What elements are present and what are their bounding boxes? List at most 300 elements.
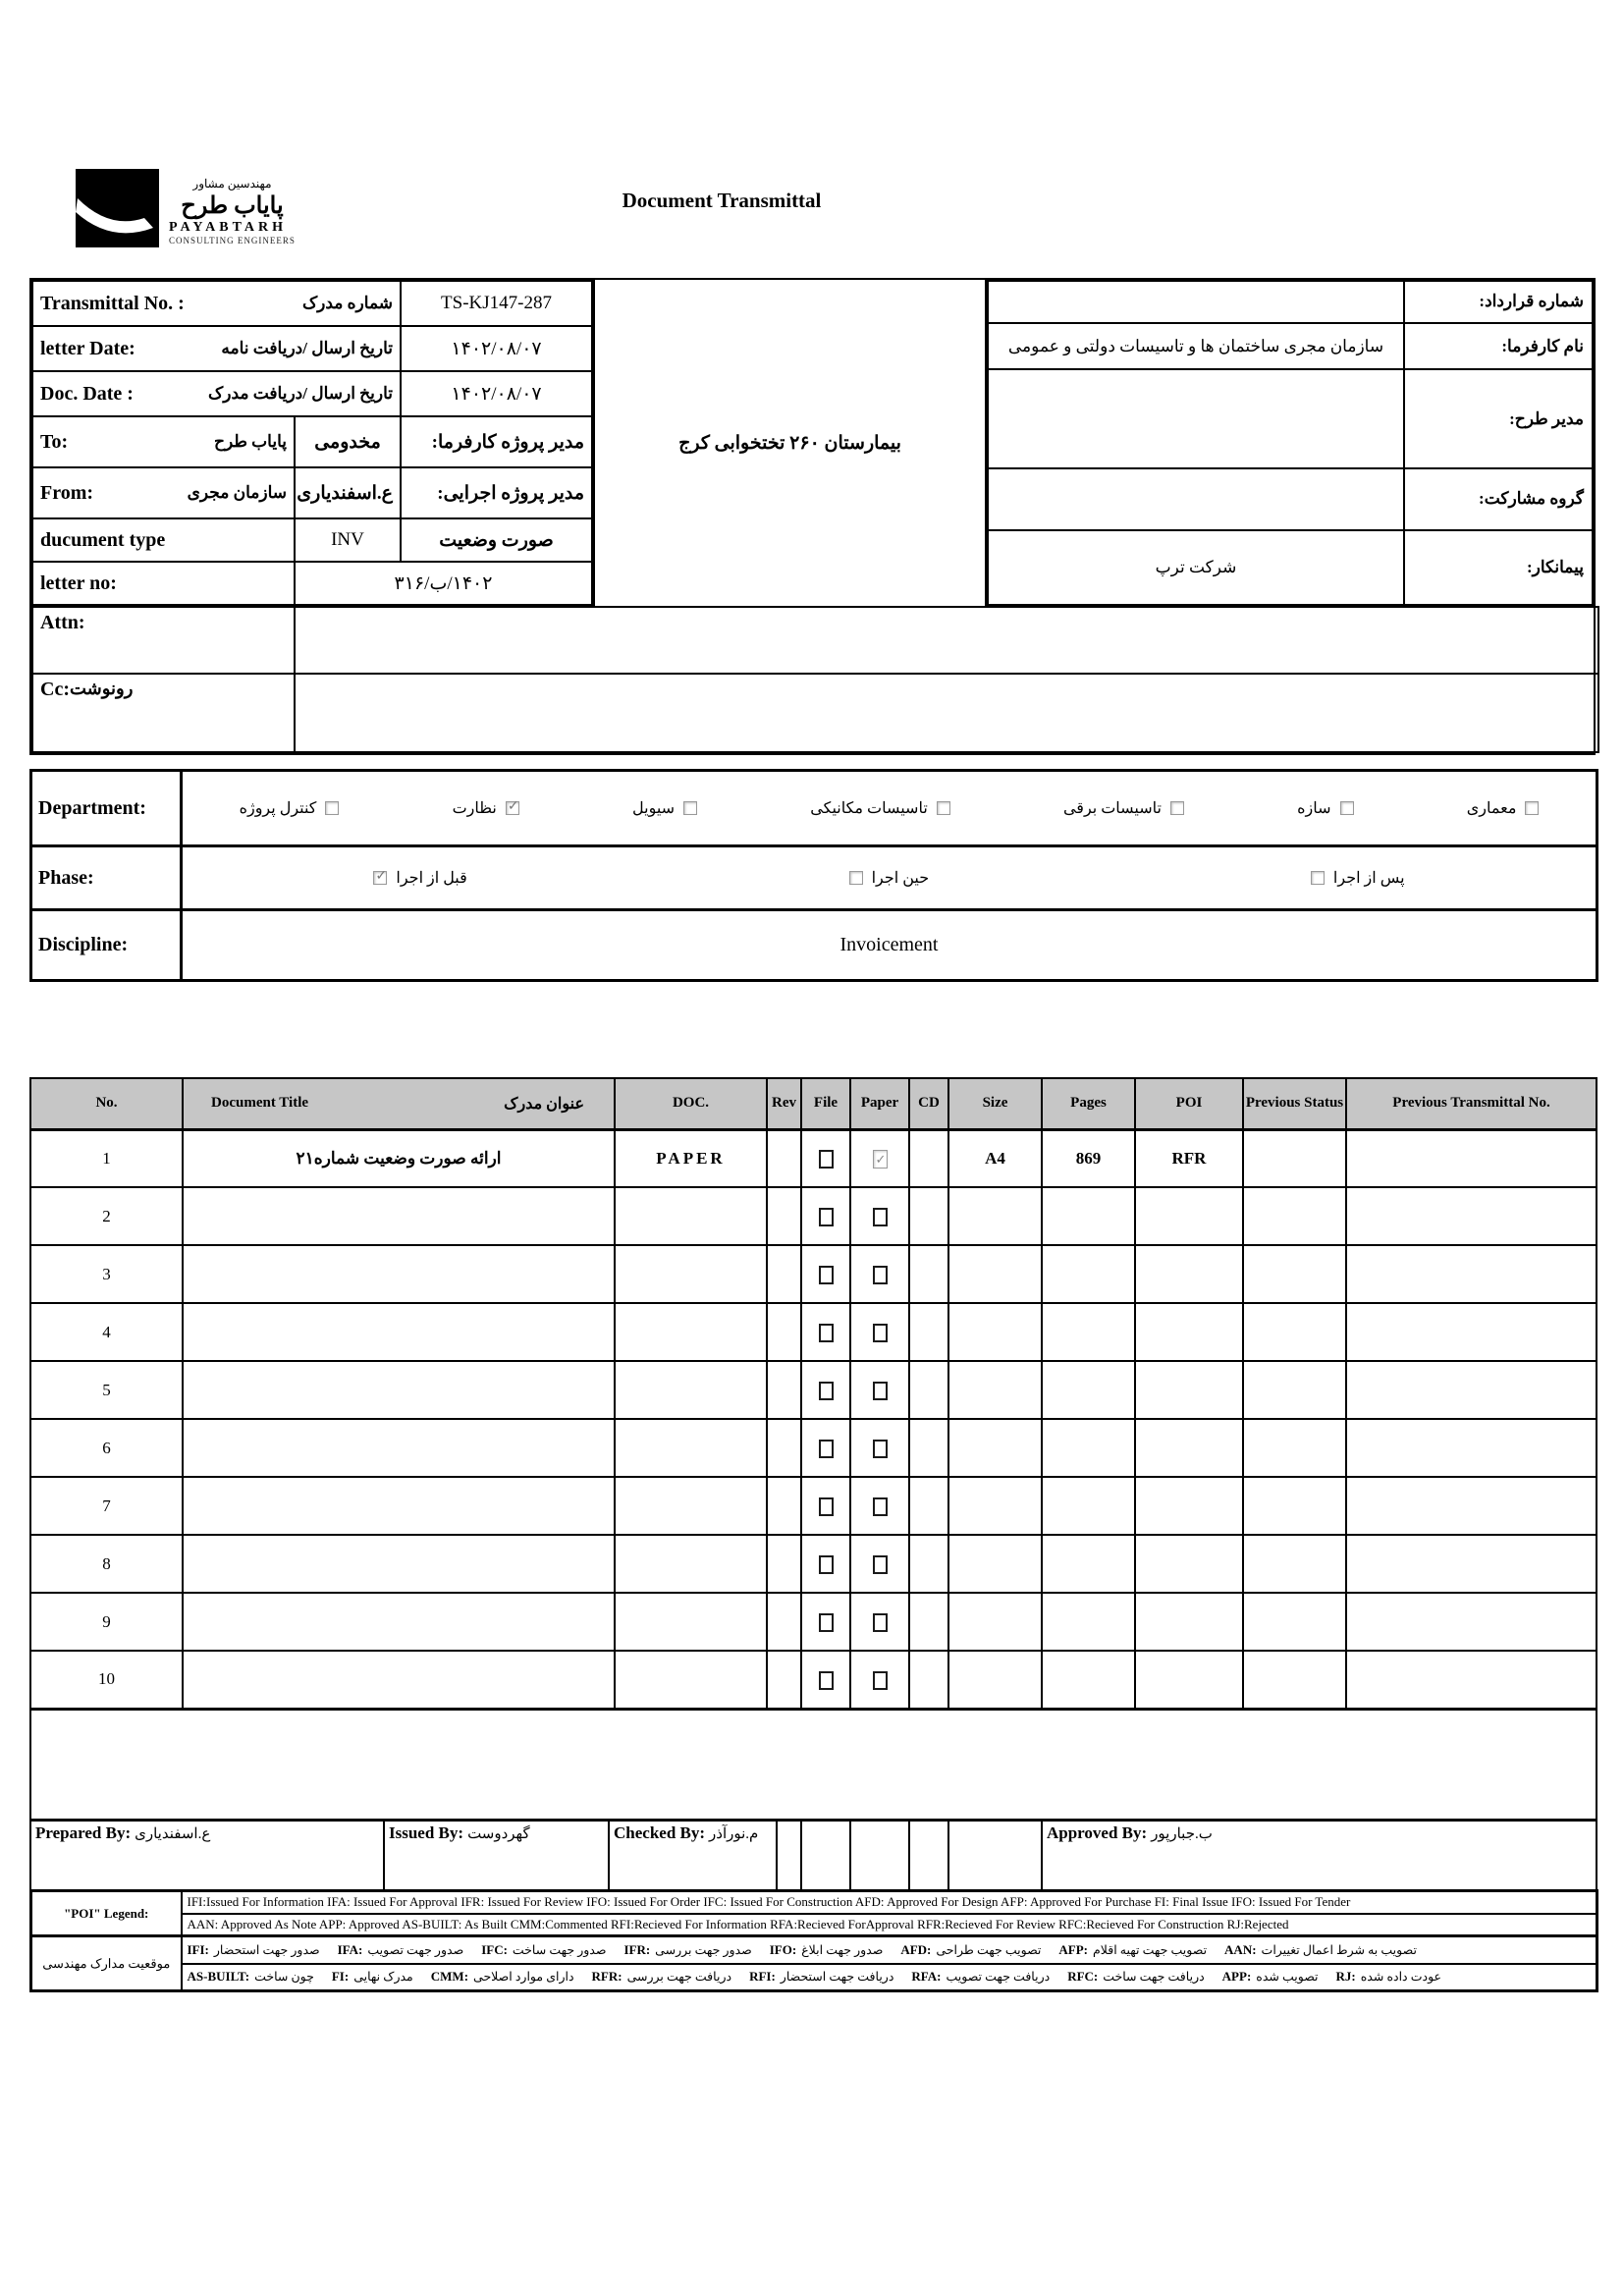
document-list-table (29, 1077, 1597, 1821)
size-cell (948, 1651, 1042, 1709)
col-title: Document Title عنوان مدرک (183, 1078, 615, 1129)
department-checkbox[interactable] (1340, 801, 1354, 815)
document-title-cell (183, 1419, 615, 1477)
row-number: 1 (30, 1129, 183, 1187)
paper-checkbox[interactable] (873, 1497, 888, 1516)
page-title: Document Transmittal (622, 189, 822, 212)
contractor-value: شرکت ترپ (988, 530, 1404, 605)
department-checkbox[interactable] (937, 801, 950, 815)
document-title-cell (183, 1535, 615, 1593)
cd-cell (909, 1535, 948, 1593)
doc-cell (615, 1303, 767, 1361)
file-checkbox[interactable] (819, 1440, 834, 1458)
phase-option (373, 868, 466, 888)
poi-legend-line1: IFI:Issued For Information IFA: Issued For Approval IFR: Issued For Review IFO: Issued For Order IFC: Issued For Construction AFD: Approved For Design AFP: Approved For Purchase FI: Final Issue IFO: Issued For Tender (182, 1891, 1597, 1914)
department-option (1063, 798, 1184, 818)
client-name-value: سازمان مجری ساختمان ها و تاسیسات دولتی و عمومی (988, 323, 1404, 370)
row-number: 2 (30, 1187, 183, 1245)
paper-checkbox[interactable] (873, 1150, 888, 1169)
poi-code: RFI: (749, 1969, 776, 1985)
paper-cell (850, 1651, 909, 1709)
phase-option-label: قبل از اجرا (396, 870, 467, 887)
letter-no-value: ۱۴۰۲/ب/۳۱۶ (295, 562, 592, 605)
department-option (1467, 798, 1540, 818)
phase-checkbox[interactable] (1311, 871, 1325, 885)
table-row (30, 1477, 1597, 1535)
poi-legend-entry (1067, 1969, 1204, 1985)
rev-cell (767, 1593, 801, 1651)
row-number: 5 (30, 1361, 183, 1419)
poi-legend-entry (338, 1942, 464, 1958)
prev-transmittal-cell (1346, 1187, 1597, 1245)
poi-legend-entry (188, 1969, 314, 1985)
poi-legend-fa-line1 (188, 1942, 1592, 1958)
pages-cell (1042, 1593, 1135, 1651)
file-checkbox[interactable] (819, 1497, 834, 1516)
department-option (453, 798, 519, 818)
poi-cell (1135, 1593, 1243, 1651)
rev-cell (767, 1535, 801, 1593)
doc-cell (615, 1535, 767, 1593)
file-cell (801, 1303, 850, 1361)
col-prev-transmittal: Previous Transmittal No. (1346, 1078, 1597, 1129)
prev-status-cell (1243, 1477, 1346, 1535)
prev-status-cell (1243, 1245, 1346, 1303)
department-option-label: تاسیسات مکانیکی (810, 800, 928, 817)
cd-cell (909, 1651, 948, 1709)
department-options (183, 798, 1596, 818)
logo-fa-title: پایاب طرح (181, 193, 284, 219)
contractor-label: پیمانکار: (1404, 530, 1593, 605)
col-prev-status: Previous Status (1243, 1078, 1346, 1129)
paper-checkbox[interactable] (873, 1671, 888, 1690)
discipline-value: Invoicement (182, 910, 1597, 981)
poi-legend-entry (1058, 1942, 1207, 1958)
poi-description: دریافت جهت بررسی (626, 1970, 732, 1985)
poi-legend-entry (592, 1969, 732, 1985)
department-option-label: سیویل (632, 800, 676, 817)
poi-code: IFC: (481, 1941, 508, 1957)
doc-cell (615, 1477, 767, 1535)
poi-code: IFA: (337, 1941, 363, 1957)
doc-cell (615, 1361, 767, 1419)
client-name-label: نام کارفرما: (1404, 323, 1593, 370)
poi-description: صدور جهت تصویب (367, 1942, 464, 1957)
logo-fa-subtitle: مهندسین مشاور (192, 177, 272, 190)
pages-cell (1042, 1361, 1135, 1419)
prev-transmittal-cell (1346, 1245, 1597, 1303)
row-number: 8 (30, 1535, 183, 1593)
row-number: 7 (30, 1477, 183, 1535)
department-option-label: کنترل پروژه (239, 800, 317, 817)
rev-cell (767, 1651, 801, 1709)
size-cell (948, 1593, 1042, 1651)
prev-status-cell (1243, 1361, 1346, 1419)
phase-checkbox[interactable] (373, 871, 387, 885)
design-manager-value (988, 369, 1404, 467)
file-cell (801, 1477, 850, 1535)
table-header-row (30, 1078, 1597, 1129)
poi-code: IFI: (187, 1941, 209, 1957)
pages-cell: 869 (1042, 1129, 1135, 1187)
poi-description: عودت داده شده (1360, 1970, 1441, 1985)
document-title-cell (183, 1593, 615, 1651)
col-pages: Pages (1042, 1078, 1135, 1129)
document-title-cell (183, 1361, 615, 1419)
paper-cell (850, 1303, 909, 1361)
from-field: From: سازمان مجری (40, 481, 287, 504)
file-checkbox[interactable] (819, 1266, 834, 1284)
row-number: 6 (30, 1419, 183, 1477)
paper-checkbox[interactable] (873, 1266, 888, 1284)
file-cell (801, 1245, 850, 1303)
table-row (30, 1361, 1597, 1419)
discipline-label: Discipline: (31, 910, 182, 981)
poi-description: دارای موارد اصلاحی (473, 1970, 574, 1985)
poi-code: APP: (1221, 1969, 1252, 1985)
paper-checkbox[interactable] (873, 1613, 888, 1632)
prev-status-cell (1243, 1535, 1346, 1593)
department-checkbox[interactable] (506, 801, 519, 815)
client-pm-label: مدیر پروژه کارفرما: (401, 416, 592, 467)
table-row (30, 1245, 1597, 1303)
phase-option-label: حین اجرا (871, 870, 930, 887)
poi-description: دریافت جهت تصویب (946, 1970, 1051, 1985)
rev-cell (767, 1419, 801, 1477)
document-title-cell (183, 1651, 615, 1709)
table-row (30, 1535, 1597, 1593)
file-checkbox[interactable] (819, 1382, 834, 1400)
cc-value (295, 674, 1598, 752)
file-checkbox[interactable] (819, 1671, 834, 1690)
prev-transmittal-cell (1346, 1477, 1597, 1535)
department-option-label: سازه (1297, 800, 1331, 817)
doc-type-label: ducument type (40, 528, 166, 551)
rev-cell (767, 1129, 801, 1187)
file-cell (801, 1361, 850, 1419)
department-option-label: معماری (1466, 800, 1517, 817)
cc-label: Cc: رونوشت (40, 679, 134, 700)
transmittal-no-label: Transmittal No. : شماره مدرک (40, 292, 394, 314)
poi-legend-entry (481, 1942, 606, 1958)
cd-cell (909, 1187, 948, 1245)
file-checkbox[interactable] (819, 1208, 834, 1226)
executive-pm-label: مدیر پروژه اجرایی: (401, 467, 592, 518)
doc-type-fa: صورت وضعیت (401, 518, 592, 562)
col-size: Size (948, 1078, 1042, 1129)
poi-code: RJ: (1335, 1969, 1356, 1985)
prev-status-cell (1243, 1651, 1346, 1709)
poi-code: AS-BUILT: (187, 1969, 250, 1985)
cd-cell (909, 1129, 948, 1187)
paper-cell (850, 1593, 909, 1651)
file-cell (801, 1187, 850, 1245)
col-no: No. (30, 1078, 183, 1129)
table-row (30, 1129, 1597, 1187)
prev-transmittal-cell (1346, 1535, 1597, 1593)
poi-legend-entry (1222, 1969, 1319, 1985)
poi-legend-entry (188, 1942, 320, 1958)
letter-no-label: letter no: (40, 571, 117, 594)
pages-cell (1042, 1477, 1135, 1535)
poi-code: IFO: (769, 1941, 797, 1957)
poi-description: صدور جهت ساخت (512, 1942, 607, 1957)
prev-status-cell (1243, 1187, 1346, 1245)
poi-legend-label: "POI" Legend: (31, 1891, 182, 1936)
table-row (30, 1593, 1597, 1651)
table-row (30, 1419, 1597, 1477)
poi-code: RFA: (911, 1969, 942, 1985)
poi-legend-fa-table (29, 1934, 1598, 1992)
doc-type-code: INV (295, 518, 401, 562)
file-checkbox[interactable] (819, 1150, 834, 1169)
poi-code: AFD: (900, 1941, 932, 1957)
poi-legend-fa-label: موقعیت مدارک مهندسی (31, 1936, 182, 1991)
row-number: 9 (30, 1593, 183, 1651)
prepared-by-cell: Prepared By: ع.اسفندیاری (30, 1821, 384, 1891)
paper-checkbox[interactable] (873, 1555, 888, 1574)
doc-cell (615, 1651, 767, 1709)
table-row (30, 1187, 1597, 1245)
department-checkbox[interactable] (1170, 801, 1184, 815)
poi-code: FI: (331, 1969, 350, 1985)
department-option (1297, 798, 1353, 818)
letter-date-value: ۱۴۰۲/۰۸/۰۷ (401, 326, 592, 371)
from-person: ع.اسفندیاری (295, 467, 401, 518)
phase-option (849, 868, 930, 888)
document-title-cell: ارائه صورت وضعیت شماره۲۱ (183, 1129, 615, 1187)
poi-description: تصویب به شرط اعمال تغییرات (1261, 1942, 1417, 1957)
rev-cell (767, 1303, 801, 1361)
logo-en-title: PAYABTARH (169, 220, 288, 235)
document-title-cell (183, 1477, 615, 1535)
size-cell (948, 1187, 1042, 1245)
col-poi: POI (1135, 1078, 1243, 1129)
to-person: مخدومی (295, 416, 401, 467)
poi-legend-line2: AAN: Approved As Note APP: Approved AS-BUILT: As Built CMM:Commented RFI:Recieved For Information RFA:Recieved ForApproval RFR:Recieved For Review RFC:Recieved For Construction RJ:Rejected (182, 1914, 1597, 1936)
to-field: To: پایاب طرح (40, 430, 287, 453)
poi-legend-fa-line2 (188, 1969, 1592, 1985)
contract-no-value (988, 281, 1404, 323)
cd-cell (909, 1303, 948, 1361)
poi-cell (1135, 1303, 1243, 1361)
signatures-row (29, 1819, 1597, 1892)
phase-checkbox[interactable] (849, 871, 863, 885)
paper-cell (850, 1187, 909, 1245)
file-cell (801, 1129, 850, 1187)
department-option (810, 798, 950, 818)
poi-description: دریافت جهت استحضار (780, 1970, 894, 1985)
phase-label: Phase: (31, 846, 182, 910)
pages-cell (1042, 1419, 1135, 1477)
issued-by-cell: Issued By: گهردوست (384, 1821, 609, 1891)
transmittal-no-value: TS-KJ147-287 (401, 281, 592, 326)
prev-status-cell (1243, 1593, 1346, 1651)
phase-option-label: پس از اجرا (1332, 870, 1405, 887)
contract-no-label: شماره قرارداد: (1404, 281, 1593, 323)
approved-by-cell: Approved By: ب.جبارپور (1042, 1821, 1597, 1891)
empty-notes-row (30, 1709, 1597, 1820)
prev-status-cell (1243, 1129, 1346, 1187)
jv-group-value (988, 468, 1404, 531)
poi-description: تصویب جهت طراحی (936, 1942, 1042, 1957)
prev-status-cell (1243, 1419, 1346, 1477)
size-cell (948, 1477, 1042, 1535)
paper-cell (850, 1129, 909, 1187)
col-doc: DOC. (615, 1078, 767, 1129)
size-cell (948, 1535, 1042, 1593)
poi-legend-entry (623, 1942, 751, 1958)
poi-cell (1135, 1651, 1243, 1709)
poi-cell (1135, 1187, 1243, 1245)
doc-cell (615, 1419, 767, 1477)
doc-cell (615, 1593, 767, 1651)
prev-transmittal-cell (1346, 1651, 1597, 1709)
paper-checkbox[interactable] (873, 1208, 888, 1226)
classification-table (29, 769, 1598, 982)
table-row (30, 1651, 1597, 1709)
poi-cell (1135, 1361, 1243, 1419)
poi-description: دریافت جهت ساخت (1103, 1970, 1205, 1985)
phase-options (183, 868, 1596, 888)
pages-cell (1042, 1535, 1135, 1593)
poi-code: AAN: (1224, 1941, 1257, 1957)
poi-legend-entry (911, 1969, 1050, 1985)
poi-cell (1135, 1535, 1243, 1593)
poi-description: صدور جهت استحضار (213, 1942, 320, 1957)
department-option-label: تاسیسات برقی (1062, 800, 1162, 817)
paper-cell (850, 1245, 909, 1303)
prev-transmittal-cell (1346, 1303, 1597, 1361)
paper-cell (850, 1477, 909, 1535)
poi-code: IFR: (623, 1941, 651, 1957)
letter-date-label: letter Date: تاریخ ارسال /دریافت نامه (40, 337, 394, 359)
poi-description: صدور جهت بررسی (655, 1942, 752, 1957)
poi-code: CMM: (430, 1969, 469, 1985)
size-cell (948, 1361, 1042, 1419)
poi-cell: RFR (1135, 1129, 1243, 1187)
paper-cell (850, 1419, 909, 1477)
checked-by-cell: Checked By: م.نورآذر (609, 1821, 777, 1891)
prev-transmittal-cell (1346, 1593, 1597, 1651)
department-option (632, 798, 697, 818)
prev-transmittal-cell (1346, 1129, 1597, 1187)
poi-legend-entry (1336, 1969, 1441, 1985)
paper-checkbox[interactable] (873, 1440, 888, 1458)
file-checkbox[interactable] (819, 1555, 834, 1574)
poi-code: RFC: (1067, 1969, 1099, 1985)
cd-cell (909, 1419, 948, 1477)
poi-legend-entry (749, 1969, 893, 1985)
file-checkbox[interactable] (819, 1613, 834, 1632)
department-label: Department: (31, 771, 182, 846)
pages-cell (1042, 1303, 1135, 1361)
poi-legend-entry (1224, 1942, 1417, 1958)
department-checkbox[interactable] (325, 801, 339, 815)
paper-cell (850, 1361, 909, 1419)
poi-code: RFR: (591, 1969, 623, 1985)
department-option-label: نظارت (452, 800, 497, 817)
paper-checkbox[interactable] (873, 1324, 888, 1342)
poi-legend-entry (332, 1969, 413, 1985)
file-cell (801, 1651, 850, 1709)
rev-cell (767, 1477, 801, 1535)
document-title-cell (183, 1303, 615, 1361)
paper-cell (850, 1535, 909, 1593)
size-cell (948, 1419, 1042, 1477)
prev-transmittal-cell (1346, 1361, 1597, 1419)
doc-cell: PAPER (615, 1129, 767, 1187)
cd-cell (909, 1361, 948, 1419)
doc-date-label: Doc. Date : تاریخ ارسال /دریافت مدرک (40, 382, 394, 405)
document-title-cell (183, 1187, 615, 1245)
rev-cell (767, 1245, 801, 1303)
poi-legend-entry (900, 1942, 1041, 1958)
cd-cell (909, 1477, 948, 1535)
attn-label: Attn: (40, 612, 85, 633)
row-number: 10 (30, 1651, 183, 1709)
col-file: File (801, 1078, 850, 1129)
design-manager-label: مدیر طرح: (1404, 369, 1593, 467)
row-number: 3 (30, 1245, 183, 1303)
file-cell (801, 1593, 850, 1651)
poi-cell (1135, 1245, 1243, 1303)
size-cell: A4 (948, 1129, 1042, 1187)
col-paper: Paper (850, 1078, 909, 1129)
doc-cell (615, 1245, 767, 1303)
cd-cell (909, 1245, 948, 1303)
col-rev: Rev (767, 1078, 801, 1129)
size-cell (948, 1303, 1042, 1361)
doc-date-value: ۱۴۰۲/۰۸/۰۷ (401, 371, 592, 416)
paper-checkbox[interactable] (873, 1382, 888, 1400)
prev-transmittal-cell (1346, 1419, 1597, 1477)
pages-cell (1042, 1651, 1135, 1709)
logo-en-subtitle: CONSULTING ENGINEERS (169, 236, 296, 245)
table-row (30, 1303, 1597, 1361)
poi-description: مدرک نهایی (353, 1970, 413, 1985)
col-cd: CD (909, 1078, 948, 1129)
poi-code: AFP: (1058, 1941, 1089, 1957)
poi-description: تصویب جهت تهیه اقلام (1093, 1942, 1208, 1957)
pages-cell (1042, 1187, 1135, 1245)
poi-legend-entry (431, 1969, 574, 1985)
attn-value (295, 607, 1598, 674)
transmittal-info-table (29, 278, 1596, 755)
pages-cell (1042, 1245, 1135, 1303)
cd-cell (909, 1593, 948, 1651)
poi-legend-entry (770, 1942, 884, 1958)
doc-cell (615, 1187, 767, 1245)
project-name: بیمارستان ۲۶۰ تختخوابی کرج (593, 280, 987, 606)
rev-cell (767, 1187, 801, 1245)
poi-legend-table (29, 1889, 1598, 1937)
phase-option (1311, 868, 1405, 888)
prev-status-cell (1243, 1303, 1346, 1361)
file-cell (801, 1419, 850, 1477)
file-checkbox[interactable] (819, 1324, 834, 1342)
poi-description: صدور جهت ابلاغ (801, 1942, 884, 1957)
rev-cell (767, 1361, 801, 1419)
department-option (240, 798, 340, 818)
department-checkbox[interactable] (683, 801, 697, 815)
row-number: 4 (30, 1303, 183, 1361)
poi-description: تصویب شده (1256, 1970, 1319, 1985)
poi-cell (1135, 1419, 1243, 1477)
jv-group-label: گروه مشارکت: (1404, 468, 1593, 531)
department-checkbox[interactable] (1525, 801, 1539, 815)
file-cell (801, 1535, 850, 1593)
